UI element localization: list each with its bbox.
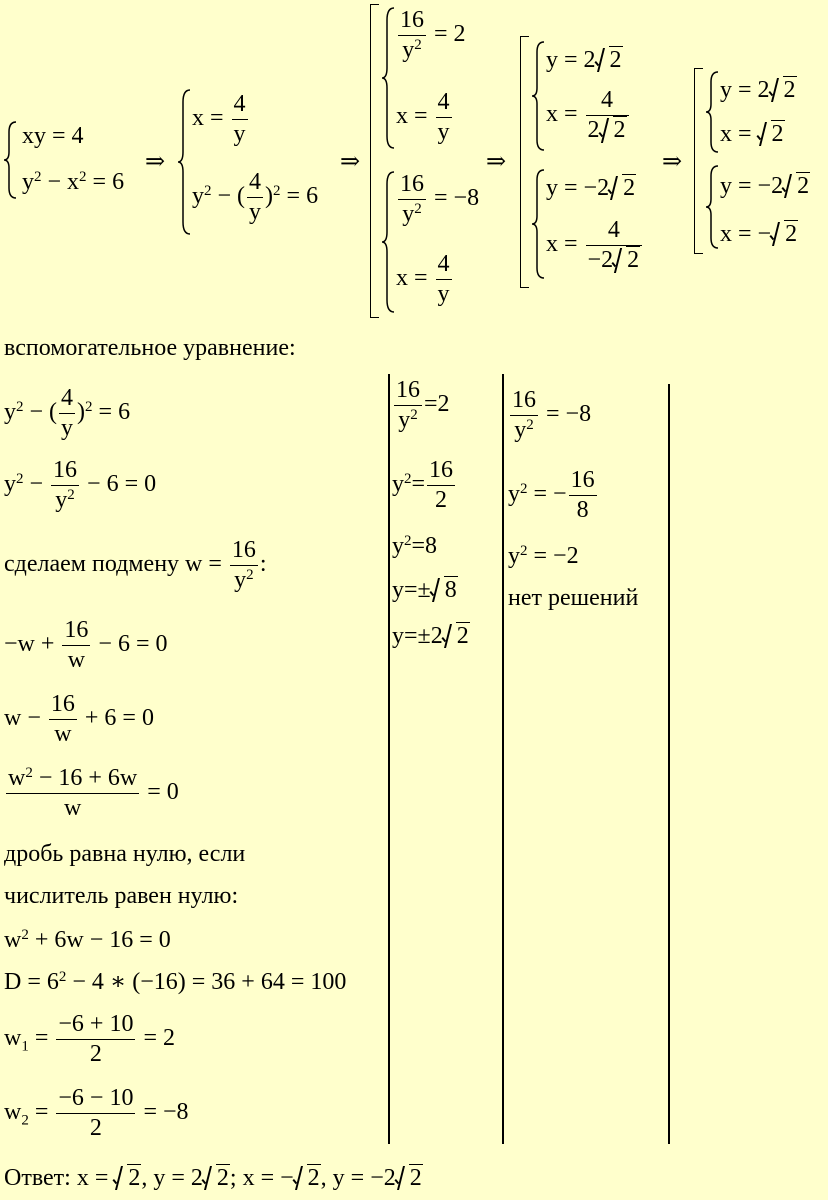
implies-arrow-1: ⇒ [145, 149, 166, 175]
s4-x1: x = $\frac{4}{2 2}$ [546, 88, 631, 143]
column-divider [502, 374, 504, 1144]
mid-1: $\frac{16}{y^2}$ =2 [396, 377, 450, 434]
left-brace [532, 40, 546, 152]
step-8: числитель равен нулю: [4, 883, 239, 909]
step-10: $D = 6^2 - 4$ ∗ (−16) = 36 + 64 = 100 [4, 968, 347, 995]
right-2: $y^2$ = − $\frac{16}{8}$ [508, 467, 595, 524]
step-3: сделаем подмену w = $\frac{16}{y^2}$ : [4, 537, 267, 594]
s5-y1: y = 2 2 [720, 77, 796, 103]
s2-eq2: $y^2$ − ( $\frac{4}{y}$ )$^2$ = 6 [192, 169, 319, 226]
left-brace [178, 88, 192, 236]
s5-x1: x = 2 [720, 121, 784, 147]
step-9: $w^2 + 6w - 16 = 0$ [4, 926, 171, 953]
step-7: дробь равна нулю, если [4, 841, 246, 867]
s4-x2: x = $\frac{4}{-2 2}$ [546, 218, 644, 273]
implies-arrow-4: ⇒ [662, 149, 683, 175]
left-brace [532, 168, 546, 280]
answer-line: Ответ: x = 2, y = 2 2; x = − 2, y = −2 2 [4, 1165, 422, 1191]
s1-eq2: $y^2 - x^2 = 6$ [22, 168, 125, 195]
right-1: $\frac{16}{y^2}$ = −8 [512, 387, 592, 444]
step-2: $y^2$ − $\frac{16}{y^2}$ − 6 = 0 [4, 457, 157, 514]
s3-b: $\frac{16}{y^2}$ = −8 [400, 171, 480, 228]
s4-y1: y = 2 2 [546, 47, 622, 73]
left-bracket [370, 4, 379, 318]
s2-x: x = $\frac{4}{y}$ [192, 91, 246, 148]
mid-3: $y^2=8$ [392, 532, 438, 559]
right-3: $y^2 = -2$ [508, 542, 579, 569]
left-brace [706, 164, 720, 250]
implies-arrow-2: ⇒ [340, 149, 361, 175]
s5-x2: x = − 2 [720, 221, 798, 247]
left-bracket [694, 68, 703, 254]
step-4: −w + $\frac{16}{w}$ − 6 = 0 [4, 617, 168, 674]
s3-x1: x = $\frac{4}{y}$ [396, 89, 450, 146]
step-1: $y^2$ − ( $\frac{4}{y}$ )$^2$ = 6 [4, 385, 131, 442]
s3-a: $\frac{16}{y^2}$ = 2 [400, 7, 466, 64]
right-4-no-solutions: нет решений [508, 585, 639, 611]
s4-y2: y = −2 2 [546, 175, 636, 201]
step-5: w − $\frac{16}{w}$ + 6 = 0 [4, 691, 154, 748]
step-11: $w_1$ = $\frac{-6 + 10}{2}$ = 2 [4, 1011, 176, 1068]
aux-equation-label: вспомогательное уравнение: [4, 335, 296, 361]
column-divider [668, 384, 670, 1144]
s5-y2: y = −2 2 [720, 173, 810, 199]
step-12: $w_2$ = $\frac{-6 - 10}{2}$ = −8 [4, 1085, 189, 1142]
implies-arrow-3: ⇒ [486, 149, 507, 175]
left-brace [382, 170, 396, 314]
step-6: $\frac{w^2 - 16 + 6w}{w}$ = 0 [8, 764, 179, 822]
mid-2: $y^2=$ $\frac{16}{2}$ [392, 457, 454, 514]
left-brace [706, 70, 720, 154]
left-brace [4, 120, 18, 200]
mid-5: y=±2 2 [392, 623, 469, 649]
s1-eq1: xy = 4 [22, 123, 84, 149]
column-divider [388, 374, 390, 1144]
left-brace [382, 6, 396, 150]
left-bracket [520, 36, 529, 288]
mid-4: y=± 8 [392, 577, 457, 603]
s3-x2: x = $\frac{4}{y}$ [396, 251, 450, 308]
